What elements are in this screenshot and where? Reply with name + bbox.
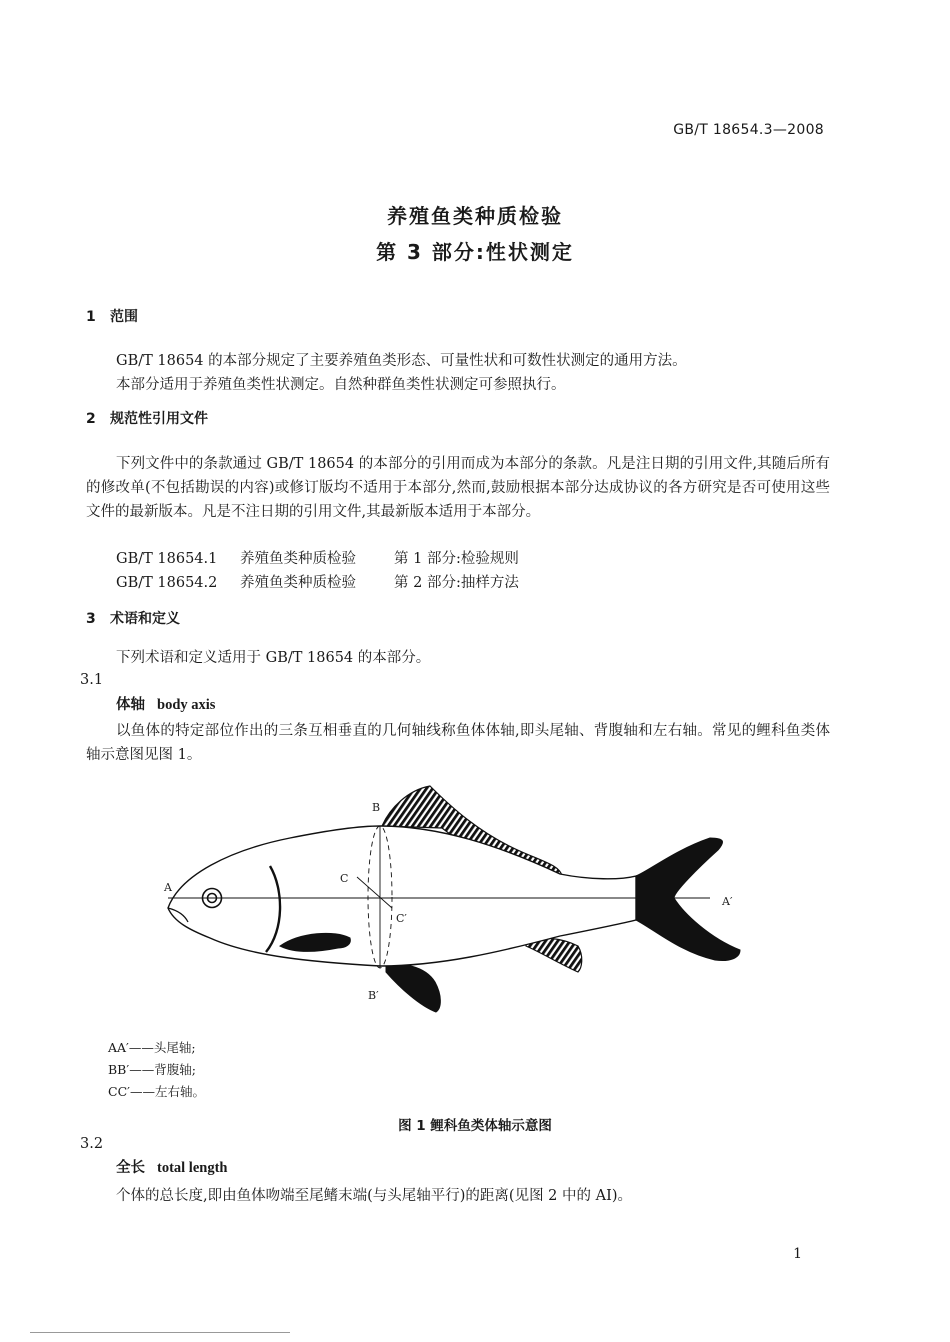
paragraph: 下列文件中的条款通过 GB/T 18654 的本部分的引用而成为本部分的条款。凡是注日期的引用文件,其随后所有的修改单(不包括勘误的内容)或修订版均不适用于本部分,然而,鼓励根据本部分达成协议的各方研究是否可使用这些文件的最新版本。凡是不注日期的引用文件,其最新版本适用于本部分。 — [86, 456, 830, 520]
reference-part: 第 1 部分:检验规则 — [394, 551, 519, 567]
section-number: 3 — [86, 611, 96, 627]
reference-title: 养殖鱼类种质检验 — [240, 575, 356, 591]
section-number: 2 — [86, 411, 96, 427]
term-number: 3.1 — [80, 672, 104, 688]
document-subtitle: 第 3 部分:性状测定 — [376, 240, 574, 264]
page-number: 1 — [793, 1246, 802, 1262]
paragraph: 本部分适用于养殖鱼类性状测定。自然种群鱼类性状测定可参照执行。 — [116, 377, 566, 393]
term-en: body axis — [157, 697, 216, 713]
section-number: 1 — [86, 309, 96, 325]
term-definition: 个体的总长度,即由鱼体吻端至尾鳍末端(与头尾轴平行)的距离(见图 2 中的 AI)。 — [116, 1188, 632, 1204]
reference-part: 第 2 部分:抽样方法 — [394, 575, 519, 591]
legend-item: BB′——背腹轴; — [108, 1062, 196, 1077]
document-title: 养殖鱼类种质检验 — [387, 204, 563, 228]
section-title: 术语和定义 — [110, 611, 180, 627]
section-title: 规范性引用文件 — [110, 411, 208, 427]
term-zh: 体轴 — [116, 697, 145, 713]
section-1-heading — [86, 306, 138, 326]
label-b: B — [372, 801, 381, 814]
label-a: A — [164, 881, 172, 894]
term-heading — [116, 1156, 227, 1180]
figure-caption: 图 1 鲤科鱼类体轴示意图 — [398, 1118, 552, 1134]
term-en: total length — [157, 1160, 228, 1176]
term-zh: 全长 — [116, 1160, 145, 1176]
label-a-prime: A′ — [722, 895, 733, 908]
footer-rule — [30, 1332, 290, 1333]
legend-item: AA′——头尾轴; — [108, 1040, 196, 1055]
label-c: C — [340, 872, 349, 885]
term-definition: 以鱼体的特定部位作出的三条互相垂直的几何轴线称鱼体体轴,即头尾轴、背腹轴和左右轴。常见的鲤科鱼类体轴示意图见图 1。 — [86, 723, 830, 763]
reference-item — [116, 547, 519, 571]
paragraph: 下列术语和定义适用于 GB/T 18654 的本部分。 — [116, 650, 431, 666]
term-heading — [116, 693, 215, 717]
reference-code: GB/T 18654.1 — [116, 551, 218, 567]
pelvic-fin — [386, 965, 440, 1012]
paragraph: GB/T 18654 的本部分规定了主要养殖鱼类形态、可量性状和可数性状测定的通用方法。 — [116, 353, 687, 369]
term-number: 3.2 — [80, 1136, 104, 1152]
standard-number: GB/T 18654.3—2008 — [673, 122, 824, 138]
section-3-heading — [86, 608, 180, 628]
label-c-prime: C′ — [396, 912, 407, 925]
reference-code: GB/T 18654.2 — [116, 575, 218, 591]
reference-title: 养殖鱼类种质检验 — [240, 551, 356, 567]
section-title: 范围 — [110, 309, 138, 325]
legend-item: CC′——左右轴。 — [108, 1084, 205, 1099]
label-b-prime: B′ — [368, 989, 379, 1002]
fish-body-axis-figure — [150, 780, 780, 1020]
section-2-heading — [86, 408, 208, 428]
reference-item — [116, 571, 519, 595]
